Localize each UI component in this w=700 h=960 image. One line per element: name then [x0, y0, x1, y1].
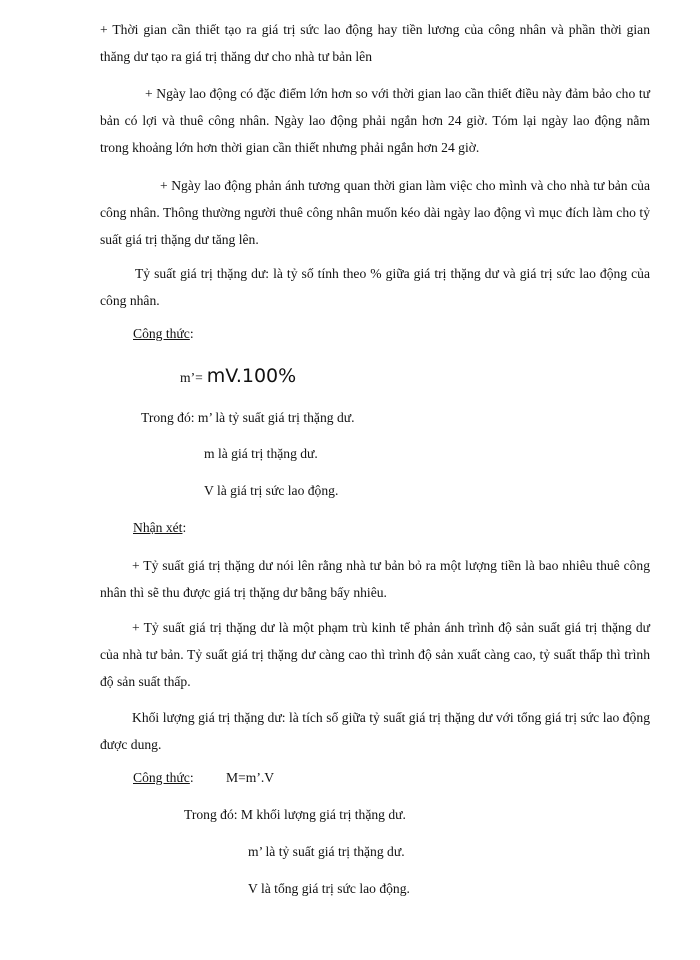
formula-heading-1-label: Công thức [133, 326, 190, 341]
paragraph-3: + Ngày lao động phản ánh tương quan thời gian làm việc cho mình và cho nhà tư bản của công nhân. Thông thường người thuê công nhân muốn kéo dài ngày lao động vì mục đích làm cho tỷ suất giá trị thặng dư tăng lên. [100, 178, 650, 247]
formula-heading-2 [133, 768, 194, 788]
surplus-mass-formula: M=m’.V [226, 770, 275, 785]
formula-heading-1 [133, 324, 194, 344]
definition-1-m: m là giá trị thặng dư. [204, 446, 318, 461]
formula-lhs: m’= [180, 370, 203, 385]
formula-rhs: mV.100% [206, 365, 297, 387]
remark-heading-label: Nhận xét [133, 520, 183, 535]
definition-2-v: V là tổng giá trị sức lao động. [248, 881, 410, 896]
paragraph-5: + Tỷ suất giá trị thặng dư nói lên rằng nhà tư bản bỏ ra một lượng tiền là bao nhiêu thuê công nhân thì sẽ thu được giá trị thặng dư bằng bấy nhiêu. [100, 558, 650, 600]
formula-heading-2-label: Công thức [133, 770, 190, 785]
paragraph-4: Tỷ suất giá trị thặng dư: là tỷ số tính theo % giữa giá trị thặng dư và giá trị sức lao động của công nhân. [100, 266, 650, 308]
remark-heading [133, 518, 186, 538]
surplus-rate-formula [180, 362, 296, 392]
definition-1-v: V là giá trị sức lao động. [204, 483, 339, 498]
remark-heading-colon: : [182, 520, 187, 535]
formula-heading-1-colon: : [189, 326, 194, 341]
definition-1-intro: Trong đó: m’ là tỷ suất giá trị thặng dư. [141, 410, 355, 425]
definition-2-intro: Trong đó: M khối lượng giá trị thặng dư. [184, 807, 406, 822]
paragraph-2: + Ngày lao động có đặc điểm lớn hơn so với thời gian lao cần thiết điều này đảm bảo cho tư bản có lợi và thuê công nhân. Ngày lao động phải ngắn hơn 24 giờ. Tóm lại ngày lao động nằm trong khoảng lớn hơn thời gian cần thiết nhưng phải ngắn hơn 24 giờ. [100, 86, 650, 155]
definition-2-m-prime: m’ là tỷ suất giá trị thặng dư. [248, 844, 405, 859]
paragraph-7: Khối lượng giá trị thặng dư: là tích số giữa tỷ suất giá trị thặng dư với tổng giá trị sức lao động được dung. [100, 710, 650, 752]
formula-heading-2-colon: : [189, 770, 194, 785]
paragraph-1: + Thời gian cần thiết tạo ra giá trị sức lao động hay tiền lương của công nhân và phần thời gian thăng dư tạo ra giá trị thăng dư cho nhà tư bản lên [100, 22, 650, 64]
paragraph-6: + Tỷ suất giá trị thặng dư là một phạm trù kinh tế phản ánh trình độ sản suất giá trị thặng dư của nhà tư bản. Tỷ suất giá trị thặng dư càng cao thì trình độ sản xuất càng cao, tỷ suất thấp thì trình độ sản suất thấp. [100, 620, 650, 689]
